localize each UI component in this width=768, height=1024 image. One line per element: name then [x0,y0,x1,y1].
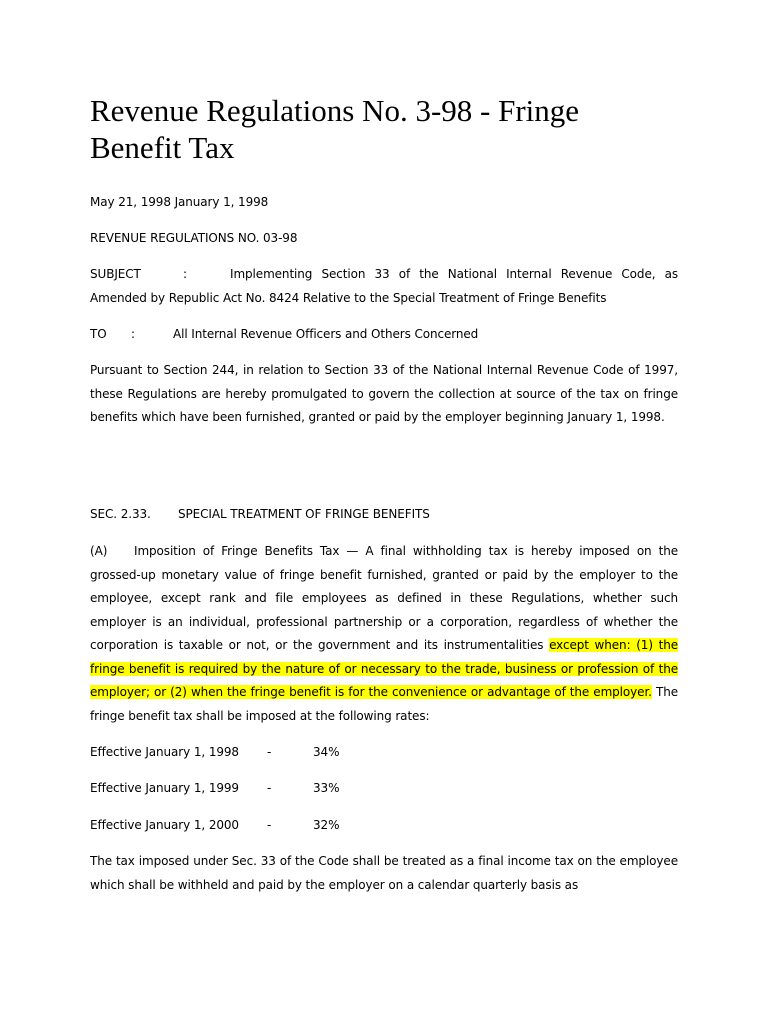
rate-label: Effective January 1, 2000 [90,818,239,832]
paragraph-a-tail: The fringe benefit tax shall be imposed at the following rates: [90,685,678,723]
section-number: SEC. 2.33. [90,507,151,521]
paragraph-a [90,540,678,728]
subject-colon: : [183,267,187,281]
rate-label: Effective January 1, 1999 [90,781,239,795]
rate-dash: - [267,818,272,832]
rate-value: 32% [313,818,340,832]
regulation-number: REVENUE REGULATIONS NO. 03-98 [90,231,298,245]
document-title: Revenue Regulations No. 3-98 - Fringe Benefit Tax [90,93,580,165]
rate-value: 33% [313,781,340,795]
subject-text: Implementing Section 33 of the National Internal Revenue Code, as Amended by Republic Act No. 8424 Relative to the Special Treatment of Fringe Benefits [90,267,678,305]
rate-row [90,814,678,838]
section-heading [90,503,678,527]
rate-row [90,777,678,801]
document-dates: May 21, 1998 January 1, 1998 [90,195,269,209]
to-text: All Internal Revenue Officers and Others Concerned [173,327,479,341]
preamble-paragraph: Pursuant to Section 244, in relation to Section 33 of the National Internal Revenue Code of 1997, these Regulations are hereby promulgated to govern the collection at source of the tax on fringe benefits which have been furnished, granted or paid by the employer beginning January 1, 1998. [90,363,678,424]
rate-dash: - [267,745,272,759]
paragraph-a-highlight: except when: (1) the fringe benefit is required by the nature of or necessary to the trade, business or profession of the employer; or (2) when the fringe benefit is for the convenience or advantage of the employer. [90,638,679,699]
to-colon: : [131,327,135,341]
subject-label: SUBJECT [90,267,141,281]
rate-row [90,741,678,765]
rate-dash: - [267,781,272,795]
to-paragraph [90,323,678,347]
paragraph-a-label: (A) [90,544,108,558]
rate-value: 34% [313,745,340,759]
paragraph-a-text: Imposition of Fringe Benefits Tax — A final withholding tax is hereby imposed on the grossed-up monetary value of fringe benefit furnished, granted or paid by the employer to the employee, except rank and file employees as defined in these Regulations, whether such employer is an individual, professional partnership or a corporation, regardless of whether the corporation is taxable or not, or the government and its instrumentalities [90,544,678,652]
to-label: TO [90,327,107,341]
subject-paragraph [90,263,678,310]
closing-paragraph: The tax imposed under Sec. 33 of the Code shall be treated as a final income tax on the employee which shall be withheld and paid by the employer on a calendar quarterly basis as [90,854,678,892]
section-title: SPECIAL TREATMENT OF FRINGE BENEFITS [178,507,430,521]
rate-label: Effective January 1, 1998 [90,745,239,759]
